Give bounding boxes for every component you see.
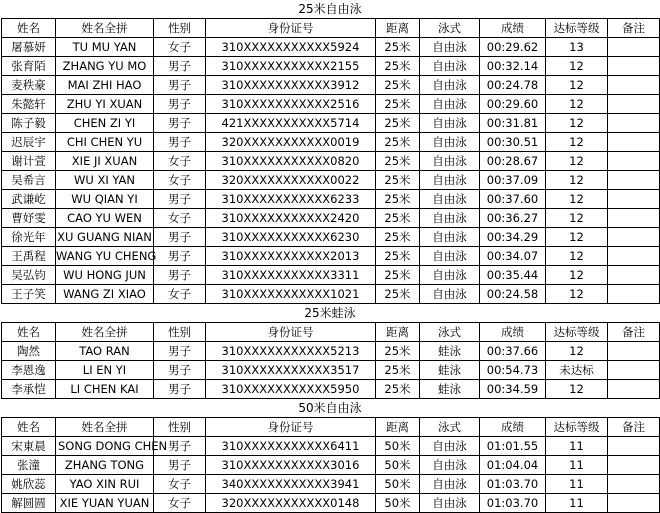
cell-distance: 50米 — [376, 456, 420, 475]
section-title: 25米蛙泳 — [304, 306, 356, 320]
section-title: 50米自由泳 — [298, 401, 362, 415]
cell-note — [608, 437, 660, 456]
cell-score: 00:34.29 — [480, 228, 546, 247]
header-cell-gender: 性别 — [154, 19, 206, 38]
cell-name: 吴弘钧 — [2, 266, 56, 285]
cell-distance: 25米 — [376, 342, 420, 361]
cell-stroke: 自由泳 — [420, 76, 480, 95]
cell-pinyin: LI CHEN KAI — [56, 380, 154, 399]
header-cell-note: 备注 — [608, 323, 660, 342]
cell-id-number: 320XXXXXXXXXXX0148 — [206, 494, 376, 513]
cell-note — [608, 342, 660, 361]
cell-note — [608, 190, 660, 209]
cell-stroke: 自由泳 — [420, 171, 480, 190]
cell-id-number: 310XXXXXXXXXXX5950 — [206, 380, 376, 399]
header-cell-stroke: 泳式 — [420, 418, 480, 437]
table-row — [2, 380, 660, 399]
cell-gender: 男子 — [154, 57, 206, 76]
table-row — [2, 456, 660, 475]
cell-stroke: 自由泳 — [420, 228, 480, 247]
cell-name: 武谦屹 — [2, 190, 56, 209]
cell-note — [608, 76, 660, 95]
cell-distance: 50米 — [376, 437, 420, 456]
cell-note — [608, 209, 660, 228]
cell-score: 00:34.59 — [480, 380, 546, 399]
table-row — [2, 247, 660, 266]
header-cell-gender: 性别 — [154, 323, 206, 342]
table-row — [2, 228, 660, 247]
cell-level: 13 — [546, 38, 608, 57]
cell-level: 12 — [546, 76, 608, 95]
cell-distance: 50米 — [376, 475, 420, 494]
cell-note — [608, 152, 660, 171]
cell-score: 00:28.67 — [480, 152, 546, 171]
cell-level: 12 — [546, 57, 608, 76]
header-cell-pinyin: 姓名全拼 — [56, 418, 154, 437]
cell-pinyin: LI EN YI — [56, 361, 154, 380]
results-table — [1, 417, 660, 513]
cell-score: 00:35.44 — [480, 266, 546, 285]
header-cell-name: 姓名 — [2, 323, 56, 342]
header-cell-stroke: 泳式 — [420, 323, 480, 342]
cell-pinyin: WU HONG JUN — [56, 266, 154, 285]
table-row — [2, 76, 660, 95]
cell-id-number: 340XXXXXXXXXXX3941 — [206, 475, 376, 494]
cell-distance: 25米 — [376, 114, 420, 133]
cell-gender: 男子 — [154, 133, 206, 152]
header-cell-level: 达标等级 — [546, 323, 608, 342]
cell-stroke: 自由泳 — [420, 266, 480, 285]
cell-name: 王子笑 — [2, 285, 56, 304]
table-row — [2, 361, 660, 380]
cell-id-number: 310XXXXXXXXXXX5924 — [206, 38, 376, 57]
cell-stroke: 自由泳 — [420, 57, 480, 76]
cell-pinyin: ZHANG YU MO — [56, 57, 154, 76]
table-row — [2, 171, 660, 190]
header-cell-gender: 性别 — [154, 418, 206, 437]
cell-gender: 男子 — [154, 361, 206, 380]
header-row — [2, 418, 660, 437]
cell-pinyin: MAI ZHI HAO — [56, 76, 154, 95]
cell-score: 00:37.09 — [480, 171, 546, 190]
cell-level: 12 — [546, 380, 608, 399]
table-row — [2, 342, 660, 361]
cell-distance: 25米 — [376, 171, 420, 190]
cell-distance: 25米 — [376, 209, 420, 228]
cell-gender: 男子 — [154, 114, 206, 133]
cell-gender: 男子 — [154, 228, 206, 247]
cell-score: 00:34.07 — [480, 247, 546, 266]
cell-pinyin: XU GUANG NIAN — [56, 228, 154, 247]
cell-stroke: 蛙泳 — [420, 342, 480, 361]
cell-pinyin: WU QIAN YI — [56, 190, 154, 209]
cell-name: 宋東晨 — [2, 437, 56, 456]
cell-gender: 男子 — [154, 95, 206, 114]
cell-score: 01:04.04 — [480, 456, 546, 475]
cell-name: 陶然 — [2, 342, 56, 361]
header-cell-score: 成绩 — [480, 19, 546, 38]
cell-score: 00:24.78 — [480, 76, 546, 95]
cell-gender: 女子 — [154, 38, 206, 57]
cell-note — [608, 456, 660, 475]
cell-level: 11 — [546, 456, 608, 475]
cell-name: 曹妤雯 — [2, 209, 56, 228]
cell-note — [608, 361, 660, 380]
cell-level: 12 — [546, 209, 608, 228]
cell-score: 00:37.66 — [480, 342, 546, 361]
cell-stroke: 自由泳 — [420, 209, 480, 228]
cell-gender: 女子 — [154, 171, 206, 190]
cell-score: 00:32.14 — [480, 57, 546, 76]
results-table — [1, 18, 660, 304]
cell-level: 12 — [546, 95, 608, 114]
cell-distance: 25米 — [376, 266, 420, 285]
cell-distance: 25米 — [376, 380, 420, 399]
section-title: 25米自由泳 — [298, 2, 362, 16]
table-row — [2, 152, 660, 171]
cell-gender: 男子 — [154, 266, 206, 285]
header-cell-pinyin: 姓名全拼 — [56, 323, 154, 342]
cell-distance: 25米 — [376, 76, 420, 95]
header-cell-id-number: 身份证号 — [206, 418, 376, 437]
cell-note — [608, 133, 660, 152]
header-cell-stroke: 泳式 — [420, 19, 480, 38]
cell-note — [608, 171, 660, 190]
cell-level: 未达标 — [546, 361, 608, 380]
table-row — [2, 95, 660, 114]
cell-name: 李恩逸 — [2, 361, 56, 380]
cell-distance: 25米 — [376, 38, 420, 57]
cell-level: 12 — [546, 190, 608, 209]
cell-stroke: 自由泳 — [420, 494, 480, 513]
cell-score: 00:29.60 — [480, 95, 546, 114]
cell-name: 徐光年 — [2, 228, 56, 247]
cell-note — [608, 95, 660, 114]
cell-name: 吴希言 — [2, 171, 56, 190]
cell-distance: 25米 — [376, 57, 420, 76]
cell-score: 00:30.51 — [480, 133, 546, 152]
cell-id-number: 310XXXXXXXXXXX2155 — [206, 57, 376, 76]
cell-note — [608, 285, 660, 304]
cell-note — [608, 494, 660, 513]
cell-pinyin: TAO RAN — [56, 342, 154, 361]
cell-name: 解圆圆 — [2, 494, 56, 513]
cell-distance: 25米 — [376, 133, 420, 152]
cell-stroke: 自由泳 — [420, 437, 480, 456]
cell-name: 朱懿轩 — [2, 95, 56, 114]
cell-stroke: 蛙泳 — [420, 380, 480, 399]
cell-note — [608, 114, 660, 133]
table-row — [2, 475, 660, 494]
table-row — [2, 209, 660, 228]
cell-name: 屠慕妍 — [2, 38, 56, 57]
cell-level: 12 — [546, 133, 608, 152]
header-row — [2, 323, 660, 342]
cell-gender: 男子 — [154, 437, 206, 456]
header-cell-note: 备注 — [608, 418, 660, 437]
cell-gender: 女子 — [154, 152, 206, 171]
cell-pinyin: CHI CHEN YU — [56, 133, 154, 152]
cell-stroke: 自由泳 — [420, 133, 480, 152]
cell-distance: 25米 — [376, 247, 420, 266]
header-row — [2, 19, 660, 38]
header-cell-distance: 距离 — [376, 418, 420, 437]
cell-score: 00:54.73 — [480, 361, 546, 380]
cell-id-number: 310XXXXXXXXXXX2013 — [206, 247, 376, 266]
cell-level: 11 — [546, 475, 608, 494]
table-row — [2, 437, 660, 456]
cell-note — [608, 266, 660, 285]
cell-level: 12 — [546, 285, 608, 304]
cell-note — [608, 380, 660, 399]
cell-gender: 男子 — [154, 342, 206, 361]
cell-gender: 男子 — [154, 190, 206, 209]
header-cell-pinyin: 姓名全拼 — [56, 19, 154, 38]
table-row — [2, 133, 660, 152]
cell-score: 00:36.27 — [480, 209, 546, 228]
cell-pinyin: ZHANG TONG — [56, 456, 154, 475]
cell-name: 麦秩豪 — [2, 76, 56, 95]
cell-id-number: 310XXXXXXXXXXX3517 — [206, 361, 376, 380]
cell-gender: 男子 — [154, 247, 206, 266]
table-row — [2, 57, 660, 76]
cell-gender: 女子 — [154, 285, 206, 304]
cell-gender: 女子 — [154, 494, 206, 513]
cell-id-number: 310XXXXXXXXXXX6230 — [206, 228, 376, 247]
table-row — [2, 494, 660, 513]
cell-pinyin: SONG DONG CHEN — [56, 437, 154, 456]
cell-distance: 25米 — [376, 152, 420, 171]
header-cell-id-number: 身份证号 — [206, 19, 376, 38]
header-cell-level: 达标等级 — [546, 19, 608, 38]
cell-distance: 25米 — [376, 285, 420, 304]
cell-score: 01:03.70 — [480, 494, 546, 513]
cell-stroke: 蛙泳 — [420, 361, 480, 380]
cell-id-number: 310XXXXXXXXXXX3311 — [206, 266, 376, 285]
cell-score: 00:31.81 — [480, 114, 546, 133]
cell-gender: 女子 — [154, 209, 206, 228]
cell-name: 李承恺 — [2, 380, 56, 399]
cell-distance: 25米 — [376, 95, 420, 114]
table-row — [2, 38, 660, 57]
cell-id-number: 320XXXXXXXXXXX0019 — [206, 133, 376, 152]
cell-note — [608, 57, 660, 76]
cell-level: 12 — [546, 114, 608, 133]
cell-stroke: 自由泳 — [420, 456, 480, 475]
header-cell-id-number: 身份证号 — [206, 323, 376, 342]
header-cell-note: 备注 — [608, 19, 660, 38]
cell-level: 12 — [546, 247, 608, 266]
cell-pinyin: CAO YU WEN — [56, 209, 154, 228]
cell-gender: 女子 — [154, 475, 206, 494]
cell-stroke: 自由泳 — [420, 285, 480, 304]
cell-pinyin: WANG ZI XIAO — [56, 285, 154, 304]
cell-stroke: 自由泳 — [420, 95, 480, 114]
cell-distance: 25米 — [376, 190, 420, 209]
cell-score: 00:29.62 — [480, 38, 546, 57]
cell-score: 01:01.55 — [480, 437, 546, 456]
cell-id-number: 310XXXXXXXXXXX1021 — [206, 285, 376, 304]
header-cell-level: 达标等级 — [546, 418, 608, 437]
cell-id-number: 320XXXXXXXXXXX0022 — [206, 171, 376, 190]
cell-name: 陈子毅 — [2, 114, 56, 133]
cell-note — [608, 247, 660, 266]
cell-pinyin: ZHU YI XUAN — [56, 95, 154, 114]
header-cell-name: 姓名 — [2, 19, 56, 38]
cell-id-number: 421XXXXXXXXXXX5714 — [206, 114, 376, 133]
cell-id-number: 310XXXXXXXXXXX2420 — [206, 209, 376, 228]
table-row — [2, 190, 660, 209]
cell-pinyin: WANG YU CHENG — [56, 247, 154, 266]
cell-gender: 男子 — [154, 456, 206, 475]
cell-note — [608, 228, 660, 247]
cell-id-number: 310XXXXXXXXXXX3016 — [206, 456, 376, 475]
cell-pinyin: TU MU YAN — [56, 38, 154, 57]
cell-stroke: 自由泳 — [420, 475, 480, 494]
results-table — [1, 322, 660, 399]
cell-score: 00:24.58 — [480, 285, 546, 304]
cell-gender: 男子 — [154, 76, 206, 95]
cell-name: 谢计萱 — [2, 152, 56, 171]
cell-level: 12 — [546, 266, 608, 285]
cell-pinyin: XIE JI XUAN — [56, 152, 154, 171]
cell-stroke: 自由泳 — [420, 114, 480, 133]
cell-gender: 男子 — [154, 380, 206, 399]
cell-id-number: 310XXXXXXXXXXX6233 — [206, 190, 376, 209]
header-cell-distance: 距离 — [376, 19, 420, 38]
header-cell-name: 姓名 — [2, 418, 56, 437]
cell-id-number: 310XXXXXXXXXXX0820 — [206, 152, 376, 171]
cell-level: 12 — [546, 342, 608, 361]
table-row — [2, 114, 660, 133]
cell-stroke: 自由泳 — [420, 247, 480, 266]
cell-id-number: 310XXXXXXXXXXX3912 — [206, 76, 376, 95]
cell-id-number: 310XXXXXXXXXXX5213 — [206, 342, 376, 361]
cell-name: 张育陌 — [2, 57, 56, 76]
cell-stroke: 自由泳 — [420, 190, 480, 209]
cell-stroke: 自由泳 — [420, 38, 480, 57]
cell-pinyin: YAO XIN RUI — [56, 475, 154, 494]
cell-name: 张潼 — [2, 456, 56, 475]
cell-id-number: 310XXXXXXXXXXX2516 — [206, 95, 376, 114]
cell-distance: 50米 — [376, 494, 420, 513]
cell-note — [608, 475, 660, 494]
cell-note — [608, 38, 660, 57]
cell-pinyin: WU XI YAN — [56, 171, 154, 190]
header-cell-distance: 距离 — [376, 323, 420, 342]
cell-score: 01:03.70 — [480, 475, 546, 494]
cell-level: 11 — [546, 494, 608, 513]
cell-id-number: 310XXXXXXXXXXX6411 — [206, 437, 376, 456]
cell-stroke: 自由泳 — [420, 152, 480, 171]
cell-name: 姚欣蕊 — [2, 475, 56, 494]
cell-score: 00:37.60 — [480, 190, 546, 209]
cell-level: 12 — [546, 152, 608, 171]
cell-distance: 25米 — [376, 228, 420, 247]
cell-distance: 25米 — [376, 361, 420, 380]
cell-level: 12 — [546, 171, 608, 190]
cell-pinyin: CHEN ZI YI — [56, 114, 154, 133]
header-cell-score: 成绩 — [480, 323, 546, 342]
table-row — [2, 266, 660, 285]
cell-pinyin: XIE YUAN YUAN — [56, 494, 154, 513]
cell-name: 迟辰宇 — [2, 133, 56, 152]
header-cell-score: 成绩 — [480, 418, 546, 437]
table-row — [2, 285, 660, 304]
cell-level: 12 — [546, 228, 608, 247]
cell-name: 王禹程 — [2, 247, 56, 266]
cell-level: 11 — [546, 437, 608, 456]
